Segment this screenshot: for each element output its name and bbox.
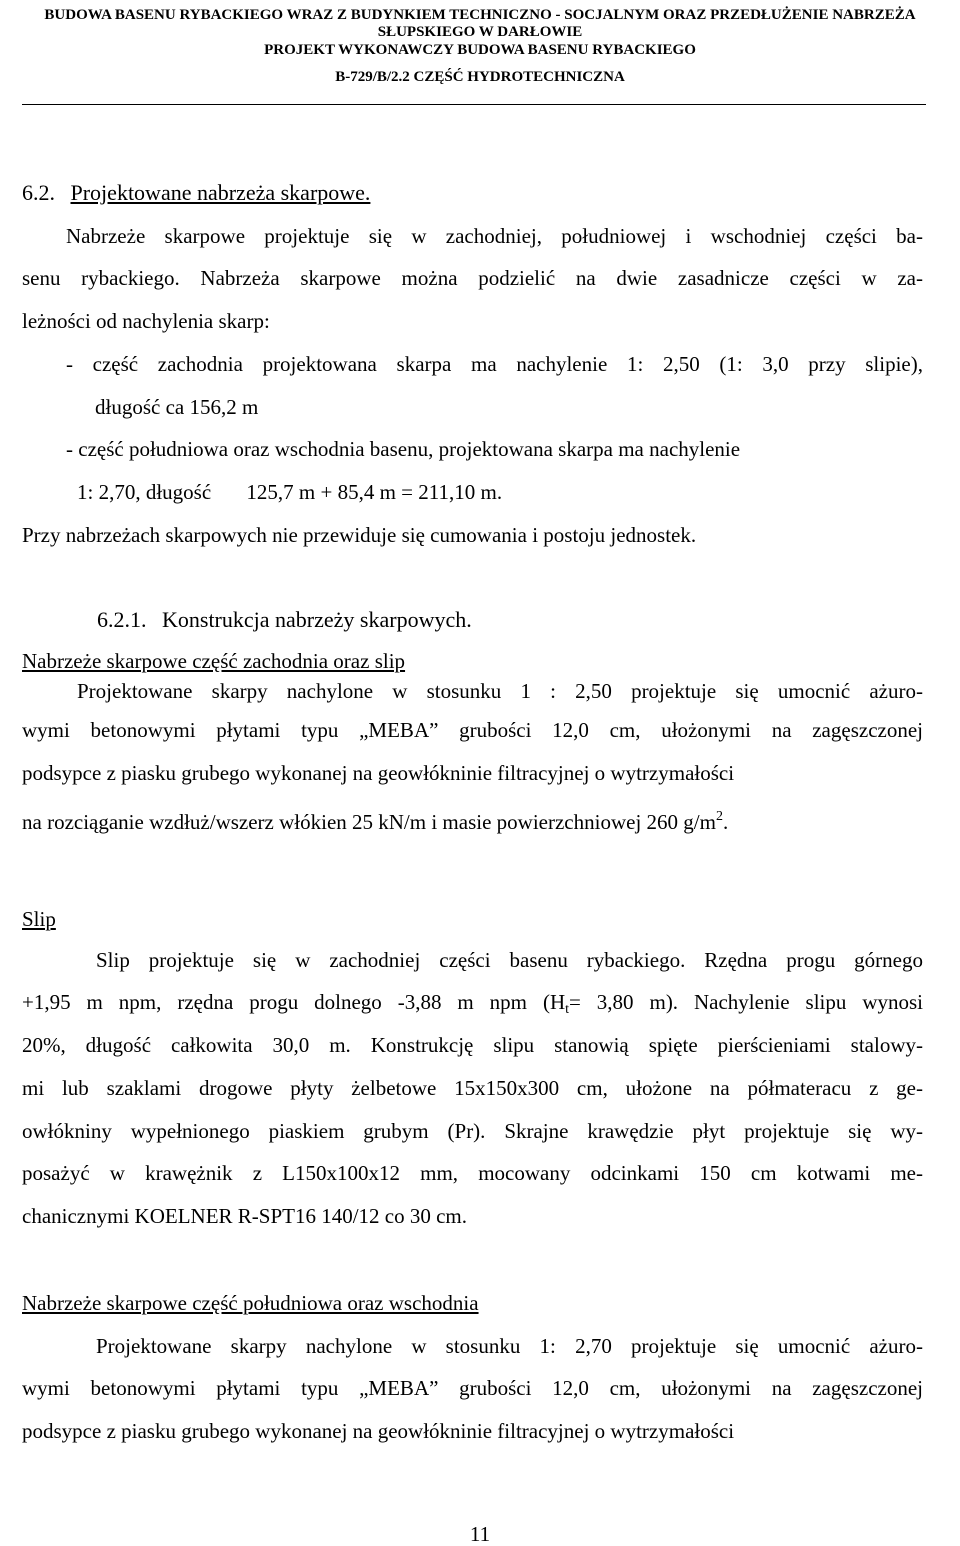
- slip-line-6: posażyć w krawężnik z L150x100x12 mm, mocowany odcinkami 150 cm kotwami me-: [22, 1161, 923, 1185]
- southeast-heading: Nabrzeże skarpowe część południowa oraz wschodnia: [22, 1291, 479, 1315]
- section-title: Projektowane nabrzeża skarpowe.: [70, 180, 371, 205]
- southeast-line-3: podsypce z piasku grubego wykonanej na geowłókninie filtracyjnej o wytrzymałości: [22, 1419, 735, 1443]
- slip-line-5: owłókniny wypełnionego piaskiem grubym (Pr). Skrajne krawędzie płyt projektuje się wy-: [22, 1119, 923, 1143]
- list-item-south-line-1: - część południowa oraz wschodnia basenu, projektowana skarpa ma nachylenie: [66, 437, 741, 461]
- subsection-number: 6.2.1.: [97, 607, 147, 632]
- list-item-west-line-1: - część zachodnia projektowana skarpa ma nachylenie 1: 2,50 (1: 3,0 przy slipie),: [66, 352, 923, 376]
- subsection-title: Konstrukcja nabrzeży skarpowych.: [162, 607, 472, 632]
- header-line-4: B-729/B/2.2 CZĘŚĆ HYDROTECHNICZNA: [335, 69, 625, 85]
- slip-line-4: mi lub szaklami drogowe płyty żelbetowe 15x150x300 cm, ułożone na półmateracu z ge-: [22, 1076, 923, 1100]
- southeast-line-1: Projektowane skarpy nachylone w stosunku 1: 2,70 projektuje się umocnić ażuro-: [96, 1334, 923, 1358]
- west-line-3: podsypce z piasku grubego wykonanej na geowłókninie filtracyjnej o wytrzymałości: [22, 761, 735, 785]
- page-number: 11: [469, 1522, 491, 1546]
- list-item-west-line-2: długość ca 156,2 m: [95, 395, 259, 419]
- subsection-heading: [97, 607, 472, 633]
- slip-line-2: +1,95 m npm, rzędna progu dolnego -3,88 m npm ($H_t= 3,80$ m). Nachylenie slipu wynosi: [22, 990, 923, 1017]
- southeast-line-2: wymi betonowymi płytami typu „MEBA” grubości 12,0 cm, ułożonymi na zagęszczonej: [22, 1376, 923, 1400]
- intro-line-3: leżności od nachylenia skarp:: [22, 309, 270, 333]
- west-line-2: wymi betonowymi płytami typu „MEBA” grubości 12,0 cm, ułożonymi na zagęszczonej: [22, 718, 923, 742]
- slip-heading: Slip: [22, 907, 56, 931]
- header-line-2: SŁUPSKIEGO W DARŁOWIE: [377, 24, 583, 40]
- header-divider: [22, 104, 926, 105]
- slip-line-7: chanicznymi KOELNER R-SPT16 140/12 co 30 cm.: [22, 1204, 468, 1228]
- slip-line-3: 20%, długość całkowita 30,0 m. Konstrukcję slipu stanowią spięte pierścieniami stalowy-: [22, 1033, 923, 1057]
- slip-line-1: Slip projektuje się w zachodniej części basenu rybackiego. Rzędna progu górnego: [96, 948, 923, 972]
- section-number: 6.2.: [22, 180, 55, 205]
- header-line-3: PROJEKT WYKONAWCZY BUDOWA BASENU RYBACKIEGO: [264, 42, 696, 58]
- west-line-1: Projektowane skarpy nachylone w stosunku 1 : 2,50 projektuje się umocnić ażuro-: [77, 679, 923, 703]
- west-heading: Nabrzeże skarpowe część zachodnia oraz slip: [22, 649, 406, 673]
- section-heading: [22, 180, 370, 206]
- mooring-note: Przy nabrzeżach skarpowych nie przewiduje się cumowania i postoju jednostek.: [22, 523, 697, 547]
- west-line-4: na rozciąganie wzdłuż/wszerz włókien 25 kN/m i masie powierzchniowej 260 $g/m^2$.: [22, 809, 729, 834]
- intro-line-1: Nabrzeże skarpowe projektuje się w zachodniej, południowej i wschodniej części ba-: [66, 224, 923, 248]
- intro-line-2: senu rybackiego. Nabrzeża skarpowe można podzielić na dwie zasadnicze części w za-: [22, 266, 923, 290]
- header-line-1: BUDOWA BASENU RYBACKIEGO WRAZ Z BUDYNKIEM TECHNICZNO - SOCJALNYM ORAZ PRZEDŁUŻENIE NABRZEŻA: [44, 7, 916, 23]
- list-item-south-line-2: 1: 2,70, długość 125,7 m + 85,4 m = 211,10 m.: [77, 480, 503, 504]
